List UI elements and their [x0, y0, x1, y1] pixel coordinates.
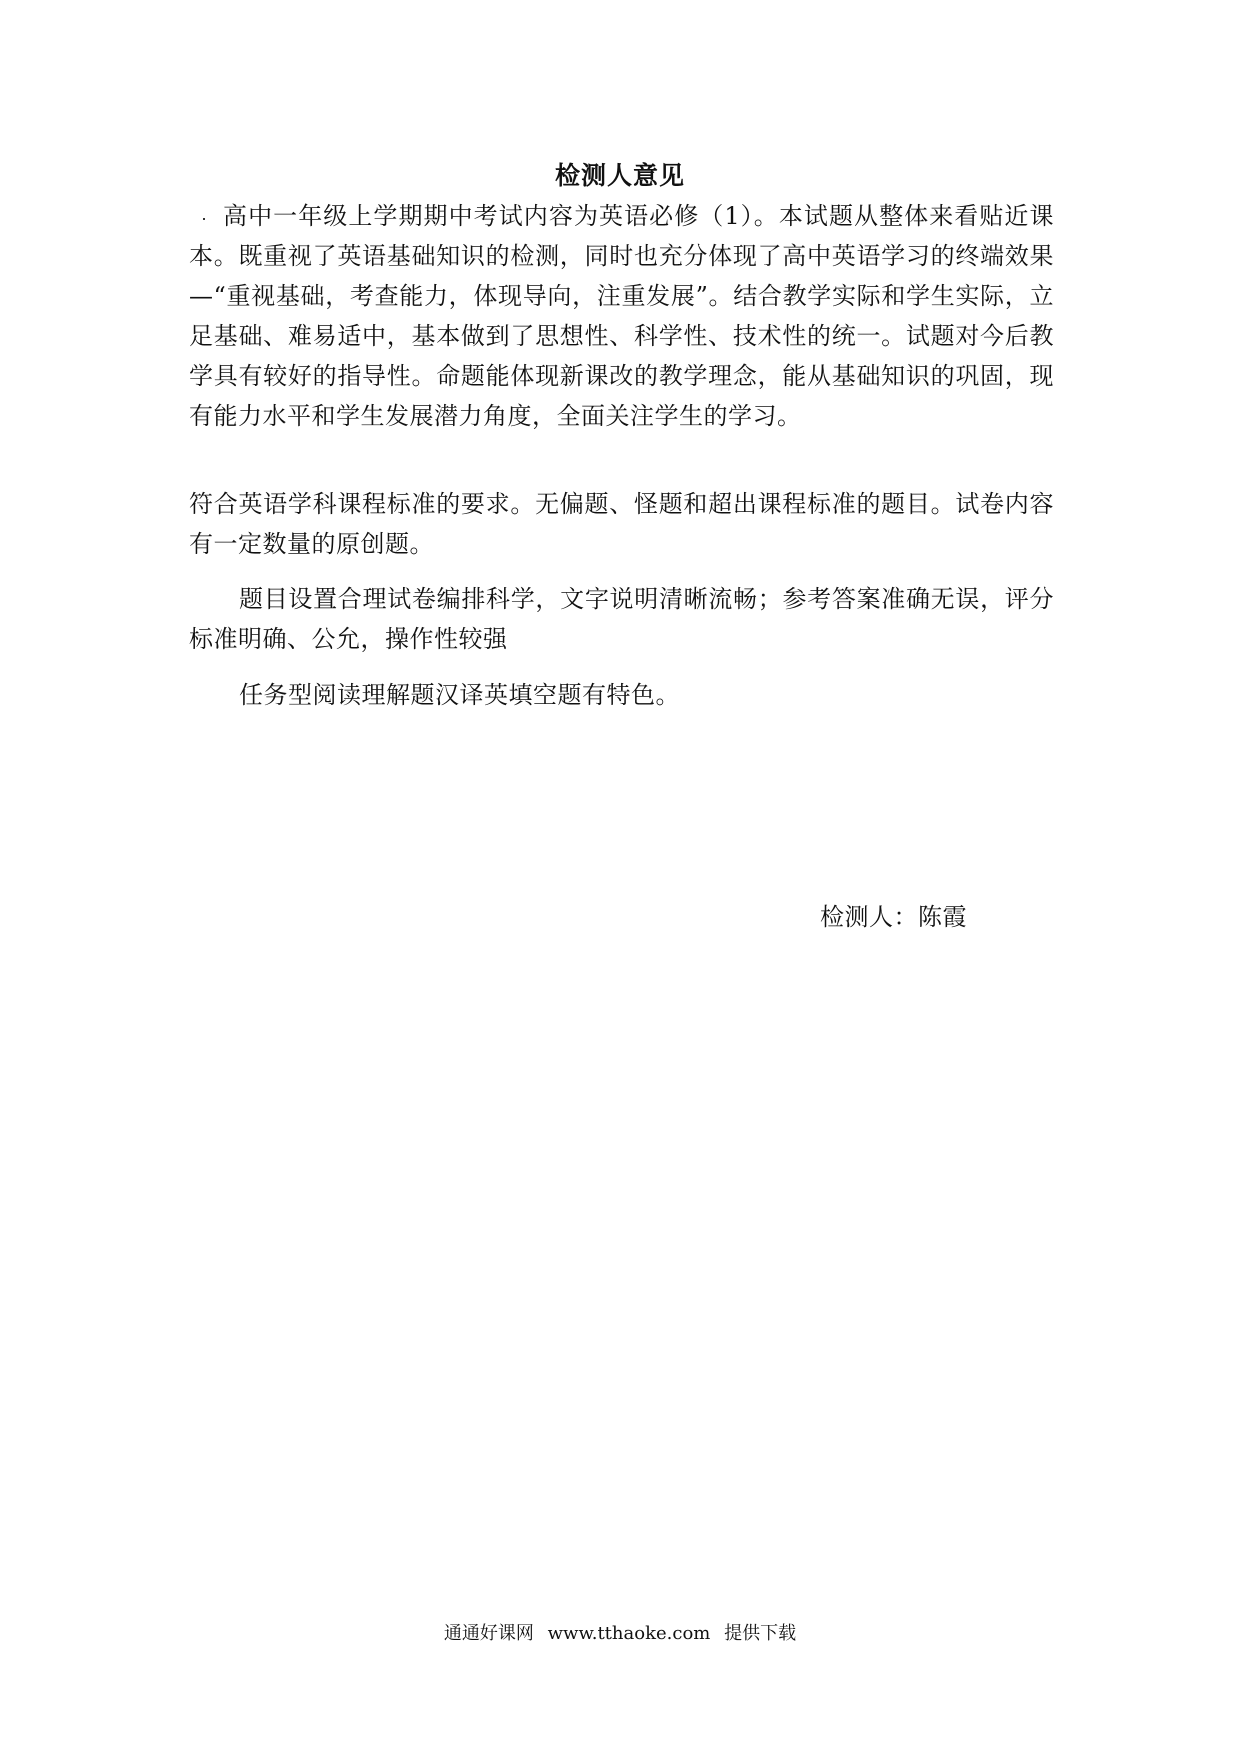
footer-url-link[interactable]: www.tthaoke.com	[547, 1623, 711, 1644]
paragraph-layout: 题目设置合理试卷编排科学，文字说明清晰流畅；参考答案准确无误，评分标准明确、公允，操作性较强	[189, 585, 1054, 653]
footer-suffix: 提供下载	[724, 1623, 797, 1644]
paragraph-features: 任务型阅读理解题汉译英填空题有特色。	[239, 681, 680, 709]
inspector-signature: 检测人：陈霞	[820, 903, 967, 931]
document-title: 检测人意见	[554, 161, 685, 190]
paragraph-overview: 高中一年级上学期期中考试内容为英语必修（1）。本试题从整体来看贴近课本。既重视了英语基础知识的检测，同时也充分体现了高中英语学习的终端效果—“重视基础，考查能力，体现导向，注重发展”。结合教学实际和学生实际，立足基础、难易适中，基本做到了思想性、科学性、技术性的统一。试题对今后教学具有较好的指导性。命题能体现新课改的教学理念，能从基础知识的巩固，现有能力水平和学生发展潜力角度，全面关注学生的学习。	[189, 202, 1054, 430]
footer-site-name: 通通好课网	[443, 1623, 534, 1644]
paragraph-standards: 符合英语学科课程标准的要求。无偏题、怪题和超出课程标准的题目。试卷内容有一定数量的原创题。	[189, 490, 1054, 558]
page-footer	[0, 1621, 1240, 1647]
